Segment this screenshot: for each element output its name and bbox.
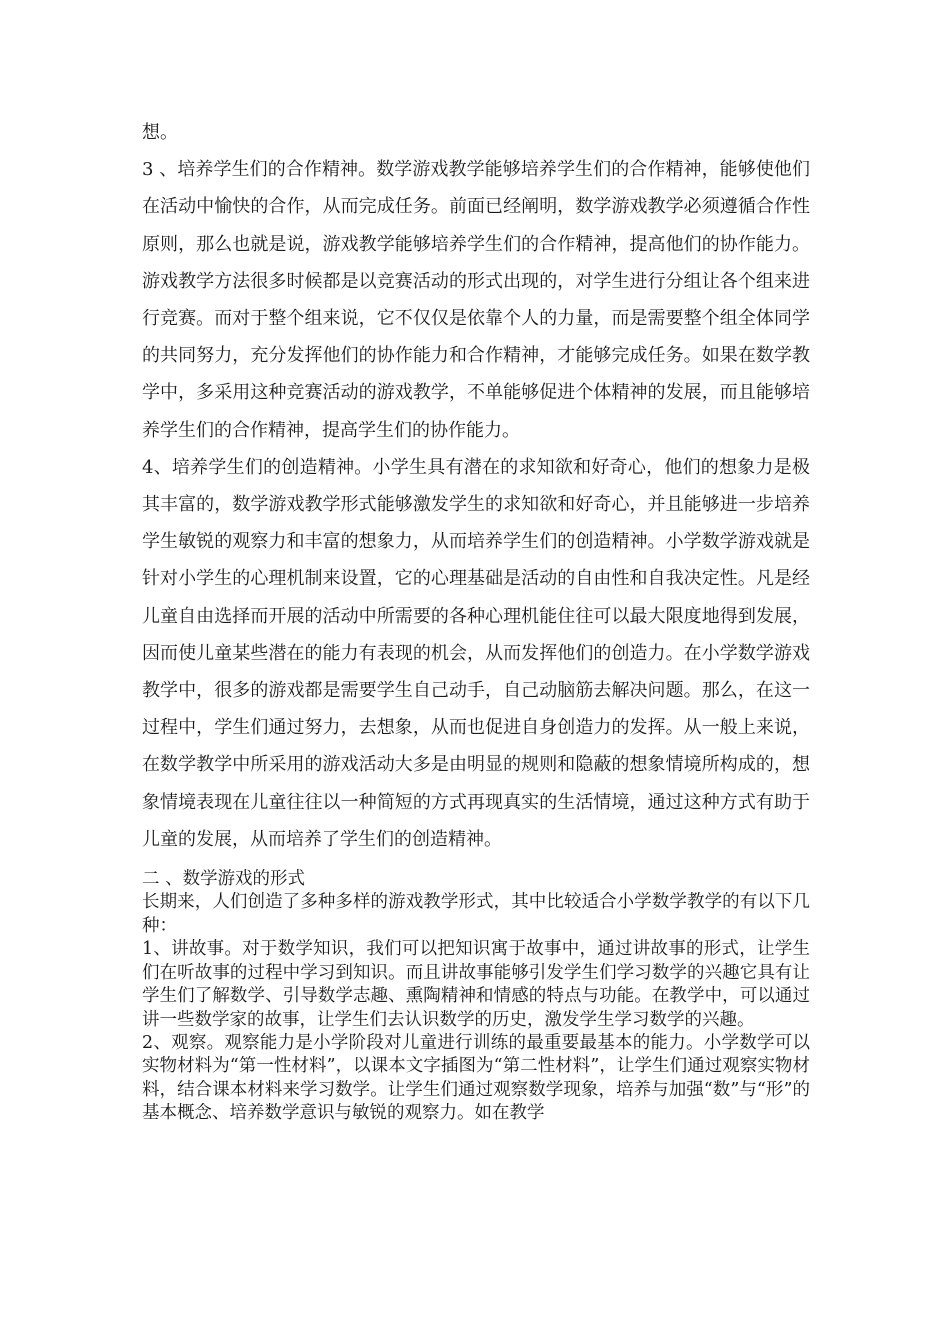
paragraph-storytelling: 1、讲故事。对于数学知识，我们可以把知识寓于故事中，通过讲故事的形式，让学生们在听故事的过程中学习到知识。而且讲故事能够引发学生们学习数学的兴趣它具有让学生们了解数学、引导数学志趣、熏陶精神和情感的特点与功能。在教学中，可以通过讲一些数学家的故事，让学生们去认识数学的历史，激发学生学习数学的兴趣。 xyxy=(142,939,810,1030)
body-text-compact xyxy=(142,868,810,1125)
section-heading: 二 、数学游戏的形式 xyxy=(142,869,306,890)
paragraph-intro: 长期来，人们创造了多种多样的游戏教学形式，其中比较适合小学数学教学的有以下几种： xyxy=(142,892,810,936)
paragraph-cooperation: 3 、培养学生们的合作精神。数学游戏教学能够培养学生们的合作精神，能够使他们在活动中愉快的合作，从而完成任务。前面已经阐明，数学游戏教学必须遵循合作性原则，那么也就是说，游戏教学能够培养学生们的合作精神，提高他们的协作能力。游戏教学方法很多时候都是以竞赛活动的形式出现的，对学生进行分组让各个组来进行竞赛。而对于整个组来说，它不仅仅是依靠个人的力量，而是需要整个组全体同学的共同努力，充分发挥他们的协作能力和合作精神，才能够完成任务。如果在数学教学中，多采用这种竞赛活动的游戏教学，不单能够促进个体精神的发展，而且能够培养学生们的合作精神，提高学生们的协作能力。 xyxy=(142,159,810,441)
paragraph-continuation: 想。 xyxy=(142,122,178,143)
paragraph-observation: 2、观察。观察能力是小学阶段对儿童进行训练的最重要最基本的能力。小学数学可以实物材料为“第一性材料”，以课本文字插图为“第二性材料”，让学生们通过观察实物材料，结合课本材料来学习数学。让学生们通过观察数学现象，培养与加强“数”与“形”的基本概念、培养数学意识与敏锐的观察力。如在教学 xyxy=(142,1032,810,1124)
body-text-wide xyxy=(142,114,810,858)
paragraph-creativity: 4、培养学生们的创造精神。小学生具有潜在的求知欲和好奇心，他们的想象力是极其丰富的，数学游戏教学形式能够激发学生的求知欲和好奇心，并且能够进一步培养学生敏锐的观察力和丰富的想象力，从而培养学生们的创造精神。小学数学游戏就是针对小学生的心理机制来设置，它的心理基础是活动的自由性和自我决定性。凡是经儿童自由选择而开展的活动中所需要的各种心理机能住往可以最大限度地得到发展，因而使儿童某些潜在的能力有表现的机会，从而发挥他们的创造力。在小学数学游戏教学中，很多的游戏都是需要学生自己动手，自己动脑筋去解决问题。那么，在这一过程中，学生们通过努力，去想象，从而也促进自身创造力的发挥。从一般上来说，在数学教学中所采用的游戏活动大多是由明显的规则和隐蔽的想象情境所构成的，想象情境表现在儿童往往以一种简短的方式再现真实的生活情境，通过这种方式有助于儿童的发展，从而培养了学生们的创造精神。 xyxy=(142,456,810,850)
document-page xyxy=(142,114,810,1126)
